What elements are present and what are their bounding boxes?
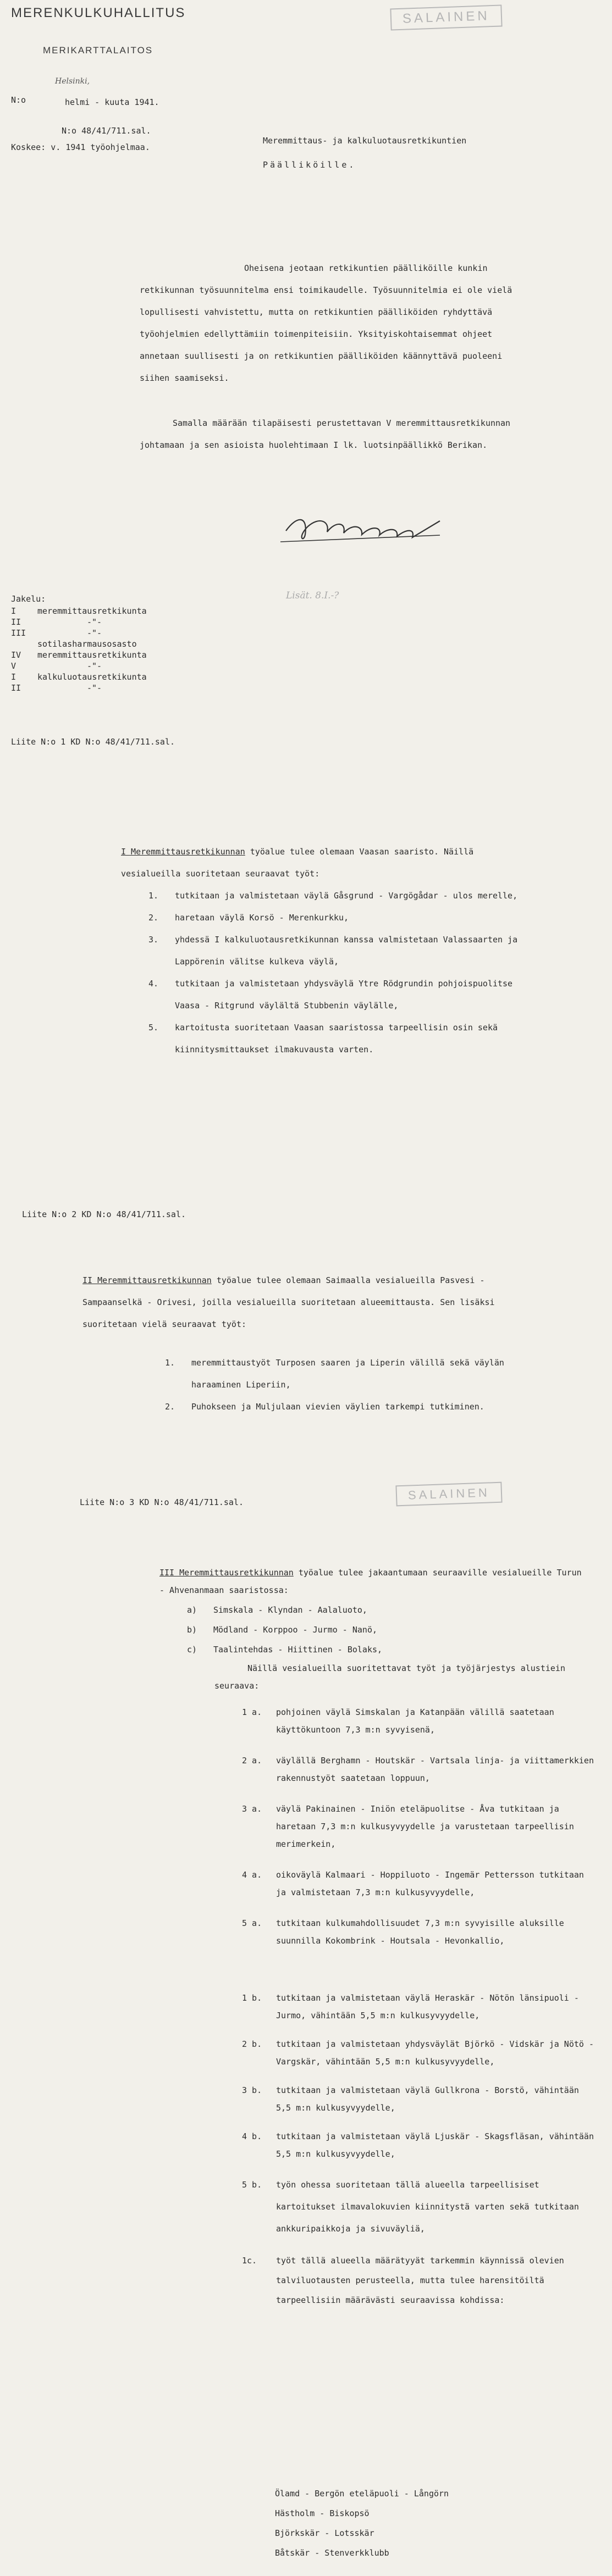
- appendix2-list: [165, 1352, 528, 1418]
- appendix3-task: 5 a. tutkitaan kulkumahdollisuudet 7,3 m:n syvyisille aluksille suunnilla Kokombrink - Houtsala - Hevonkallio,: [242, 1918, 564, 1946]
- appendix1-item: 4. tutkitaan ja valmistetaan yhdysväylä Ytre Rödgrundin pohjoispuolitse Vaasa - Ritgrund väylältä Stubbenin väylälle,: [148, 979, 513, 1011]
- appendix3-task: 2 a. väylällä Berghamn - Houtskär - Vartsala linja- ja viittamerkkien rakennustyöt saatetaan loppuun,: [242, 1756, 594, 1783]
- appendix1-item: 1. tutkitaan ja valmistetaan väylä Gåsgrund - Vargögådar - ulos merelle,: [148, 891, 518, 901]
- appendix1-label: Liite N:o 1 KD N:o 48/41/711.sal.: [11, 737, 175, 747]
- appendix3-task: 1c. työt tällä alueella määrätyyät tarkemmin käynnissä olevien talviluotausten perusteella, mutta tulee harensitöiltä tarpeellisiin määrävästi seuraavissa kohdissa:: [242, 2256, 564, 2305]
- appendix3-task: 3 a. väylä Pakinainen - Iniön eteläpuolitse - Åva tutkitaan ja haretaan 7,3 m:n kulkusyvyydelle ja varustetaan tarpeellisin merimerkein,: [242, 1804, 574, 1849]
- handwritten-signature: [275, 504, 451, 548]
- appendix1-list: [148, 885, 533, 1061]
- date-line: helmi - kuuta 1941.: [65, 97, 159, 107]
- distribution-row: V -"-: [11, 661, 102, 671]
- distribution-row: sotilasharmausosasto: [37, 639, 137, 649]
- place-handwritten: Helsinki,: [55, 77, 90, 86]
- org-name: MERENKULKUHALLITUS: [11, 5, 186, 20]
- intro-paragraph-2: Samalla määrään tilapäisesti perustettavan V meremmittausretkikunnan johtamaan ja sen asioista huolehtimaan I lk. luotsinpäällikkö Berikan.: [140, 418, 511, 450]
- subject-line: Koskee: v. 1941 työohjelmaa.: [11, 142, 150, 152]
- date-prefix: N:o: [11, 95, 26, 105]
- appendix3-intro: III Meremmittausretkikunnan työalue tulee jakaantumaan seuraaville vesialueille Turun - Ahvenanmaan saaristossa:: [159, 1568, 582, 1595]
- appendix2-item: 2. Puhokseen ja Muljulaan vievien väylien tarkempi tutkiminen.: [165, 1402, 484, 1412]
- appendix1-item: 3. yhdessä I kalkuluotausretkikunnan kanssa valmistetaan Valassaarten ja Lappörenin välitse kulkeva väylä,: [148, 935, 518, 967]
- intro-paragraph-1: Oheisena jeotaan retkikuntien päälliköille kunkin retkikunnan työsuunnitelma ensi toimikaudelle. Työsuunnitelmia ei ole vielä lopullisesti vahvistettu, mutta on retkikuntien päälliköiden ryhdyttävä työohjelmien edellyttämiin toimenpiteisiin. Yksityiskohtaisemmat ohjeet annetaan suullisesti ja on retkikuntien päälliköiden käännyttävä puoleeni siihen saamiseksi.: [140, 263, 512, 383]
- appendix3-area: b) Mödland - Korppoo - Jurmo - Nanö,: [187, 1625, 378, 1635]
- appendix3-task: 1 b. tutkitaan ja valmistetaan väylä Heraskär - Nötön länsipuoli - Jurmo, vähintään 5,5 m:n kulkusyvyydelle,: [242, 1993, 579, 2020]
- appendix3-area: a) Simskala - Klyndan - Aalaluoto,: [187, 1605, 367, 1615]
- appendix2-item: 1. meremmittaustyöt Turposen saaren ja Liperin välillä sekä väylän haraaminen Liperiin,: [165, 1358, 504, 1390]
- appendix3-stamp: SALAINEN: [395, 1482, 502, 1507]
- appendix3-task: 5 b. työn ohessa suoritetaan tällä alueella tarpeellisiset kartoitukset ilmavalokuvien kiinnitystä varten sekä tutkitaan ankkuripaikkoja ja sivuväyliä,: [242, 2180, 579, 2234]
- place-item: Björkskär - Lotsskär: [275, 2528, 374, 2538]
- appendix1-item: 2. haretaan väylä Korsö - Merenkurkku,: [148, 913, 349, 923]
- appendix3-area: c) Taalintehdas - Hiittinen - Bolaks,: [187, 1645, 383, 1655]
- appendix1-item: 5. kartoitusta suoritetaan Vaasan saaristossa tarpeellisin osin sekä kiinnitysmittaukset ilmakuvausta varten.: [148, 1023, 498, 1054]
- appendix3-lead: Näillä vesialueilla suoritettavat työt ja työjärjestys alustiein seuraava:: [214, 1663, 565, 1691]
- place-item: Båtskär - Stenverkklubb: [275, 2548, 389, 2558]
- distribution-row: III -"-: [11, 628, 102, 638]
- addressee-line2: Päälliköille.: [263, 160, 356, 170]
- distribution-row: II -"-: [11, 683, 102, 693]
- secret-stamp: SALAINEN: [390, 4, 502, 30]
- appendix1-intro: I Meremmittausretkikunnan työalue tulee olemaan Vaasan saaristo. Näillä vesialueilla suoritetaan seuraavat työt:: [121, 847, 474, 879]
- place-item: Ölamd - Bergön eteläpuoli - Långörn: [275, 2489, 449, 2499]
- distribution-row: II -"-: [11, 617, 102, 627]
- reference-number: N:o 48/41/711.sal.: [62, 126, 151, 136]
- appendix3-areas: [187, 1600, 583, 1659]
- appendix3-task: 4 a. oikoväylä Kalmaari - Hoppiluoto - Ingemär Pettersson tutkitaan ja valmistetaan 7,3 m:n kulkusyvyydelle,: [242, 1870, 584, 1897]
- appendix3-task: 4 b. tutkitaan ja valmistetaan väylä Ljuskär - Skagsfläsan, vähintään 5,5 m:n kulkusyvyydelle,: [242, 2131, 594, 2159]
- distribution-row: I kalkuluotausretkikunta: [11, 672, 147, 682]
- appendix2-intro: II Meremmittausretkikunnan työalue tulee olemaan Saimaalla vesialueilla Pasvesi - Sampaanselkä - Orivesi, joilla vesialueilla suoritetaan alueemittausta. Sen lisäksi suoritetaan vielä seuraavat työt:: [82, 1275, 495, 1329]
- appendix3-task: 3 b. tutkitaan ja valmistetaan väylä Gullkrona - Borstö, vähintään 5,5 m:n kulkusyvyydelle,: [242, 2085, 579, 2113]
- distribution-title: Jakelu:: [11, 594, 46, 604]
- appendix2-label: Liite N:o 2 KD N:o 48/41/711.sal.: [22, 1209, 186, 1219]
- distribution-row: I meremmittausretkikunta: [11, 606, 147, 616]
- appendix3-task: 1 a. pohjoinen väylä Simskalan ja Katanpään välillä saatetaan käyttökuntoon 7,3 m:n syvyisenä,: [242, 1707, 554, 1735]
- addressee-line1: Meremmittaus- ja kalkuluotausretkikuntien: [263, 136, 467, 146]
- appendix3-tasks: [242, 1703, 594, 2310]
- appendix3-task: 2 b. tutkitaan ja valmistetaan yhdysväylät Björkö - Vidskär ja Nötö - Vargskär, vähintään 5,5 m:n kulkusyvyydelle,: [242, 2039, 594, 2067]
- distribution-annotation: Lisät. 8.I.-?: [286, 590, 339, 601]
- distribution-row: IV meremmittausretkikunta: [11, 650, 147, 660]
- appendix3-places: [275, 2484, 583, 2563]
- appendix3-label: Liite N:o 3 KD N:o 48/41/711.sal.: [80, 1497, 244, 1507]
- place-item: Hästholm - Biskopsö: [275, 2508, 370, 2518]
- org-subunit: MERIKARTTALAITOS: [43, 45, 153, 55]
